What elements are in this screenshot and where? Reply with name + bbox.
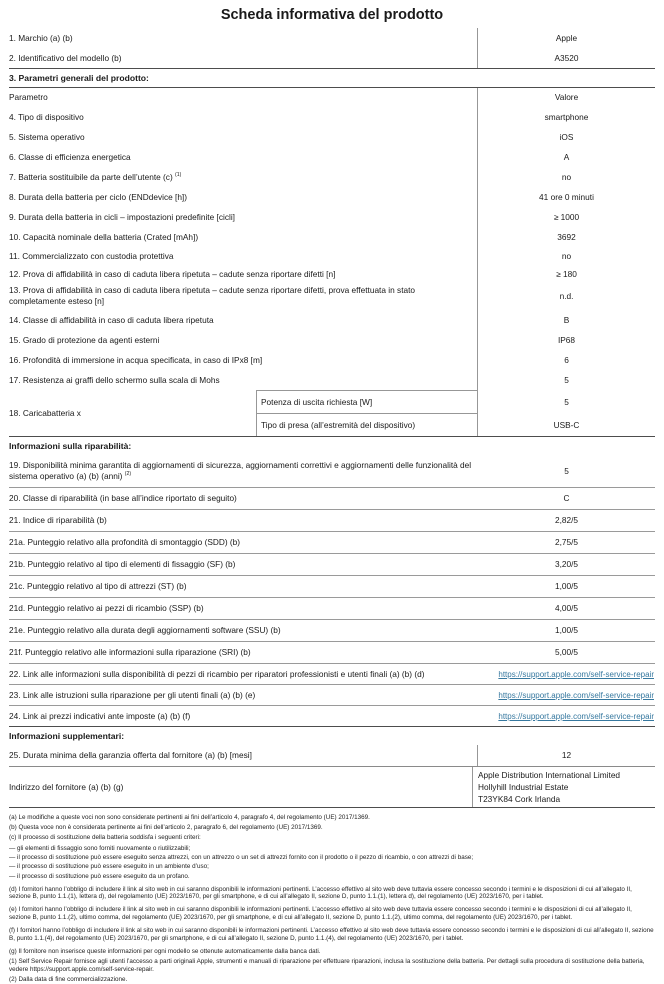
row-label: 25. Durata minima della garanzia offerta dal fornitore (a) (b) [mesi]: [9, 750, 252, 761]
row-value: 5: [564, 465, 569, 476]
row-durata-batteria-cicli: [9, 207, 655, 227]
footnote-a: (a) Le modifiche a queste voci non sono considerate pertinenti ai fini dell’articolo 4, paragrafo 4, del regolamento (UE) 2017/1369.: [9, 813, 370, 821]
row-label: 21. Indice di riparabilità (b): [9, 515, 107, 526]
row-value: ≥ 180: [477, 266, 655, 282]
row-label: Indirizzo del fornitore (a) (b) (g): [9, 781, 124, 792]
row-classe-efficienza-energetica: [9, 147, 655, 167]
row-label: 19. Disponibilità minima garantita di aggiornamenti di sicurezza, aggiornamenti correttivi e aggiornamenti delle funzionalità del sistema operativo (a) (b) (anni) $^{(2)}$: [9, 460, 472, 481]
row-punteggio-ricambio: [9, 598, 655, 620]
row-value: iOS: [477, 127, 655, 147]
footnote-g: (g) Il fornitore non inserisce queste informazioni per ogni modello se ottenute automaticamente dalla banca dati.: [9, 947, 321, 955]
row-sistema-operativo: [9, 127, 655, 147]
row-label: 18. Caricabatteria x: [9, 407, 81, 418]
charger-subtable: [256, 390, 477, 436]
page-title: Scheda informativa del prodotto: [220, 7, 444, 23]
row-label: 21b. Punteggio relativo al tipo di elementi di fissaggio (SF) (b): [9, 559, 236, 570]
footnote-f: (f) I fornitori hanno l’obbligo di includere il link al sito web in cui saranno disponibili le informazioni pertinenti. L’accesso effettivo al sito web deve tuttavia essere concesso secondo i termini e le disposizioni di cui all’allegato II, sezione B, punto 1.1.(4), del regolamento (UE) 2023/1670, per gli smartphone, e di cui all’allegato II, sezione D, punto 1.1.(4), del regolamento (UE) 2023/1670, per i tablet.: [9, 927, 654, 942]
row-value: [454, 706, 655, 726]
row-value: USB-C: [553, 419, 580, 430]
row-label: 5. Sistema operativo: [9, 131, 85, 142]
row-value: n.d.: [477, 282, 655, 310]
row-punteggio-informazioni-riparazione: [9, 642, 655, 664]
row-value: ≥ 1000: [477, 207, 655, 227]
row-label: 11. Commercializzato con custodia protettiva: [9, 251, 174, 262]
self-service-repair-link[interactable]: https://support.apple.com/self-service-repair: [498, 669, 654, 679]
row-label: 9. Durata della batteria in cicli – impostazioni predefinite [cicli]: [9, 211, 235, 222]
row-profondita-immersione: [9, 350, 655, 370]
row-value: 5: [477, 370, 655, 390]
row-label: 23. Link alle istruzioni sulla riparazione per gli utenti finali (a) (b) (e): [9, 689, 256, 700]
row-value: [454, 664, 655, 684]
self-service-repair-link[interactable]: https://support.apple.com/self-service-repair: [498, 711, 654, 721]
row-label: 21a. Punteggio relativo alla profondità di smontaggio (SDD) (b): [9, 537, 241, 548]
row-classe-affidabilita-caduta: [9, 310, 655, 330]
row-resistenza-graffi: [9, 370, 655, 390]
footnote-c-item: — il processo di sostituzione può essere eseguito in un ambiente d’uso;: [9, 863, 209, 871]
footnote-1: (1) Self Service Repair fornisce agli utenti l’accesso a parti originali Apple, strumenti e manuali di riparazione per effettuare riparazioni, inclusa la sostituzione della batteria. Per dettagli sulla procedura di sostituzione della batteria, vedere https://support.apple.com/self-service-repair.: [9, 958, 645, 973]
supplier-address: [472, 767, 655, 807]
column-header-parametro: Parametro: [9, 92, 48, 103]
row-indirizzo-fornitore: [9, 766, 655, 808]
row-value: no: [477, 247, 655, 266]
row-label: 2. Identificativo del modello (b): [9, 52, 122, 63]
self-service-repair-link[interactable]: https://support.apple.com/self-service-repair: [498, 690, 654, 700]
footnote-ref: (2): [124, 471, 132, 478]
footnote-c-item: — il processo di sostituzione può essere eseguito senza attrezzi, con un attrezzo o un set di attrezzi fornito con il prodotto o il pezzo di ricambio, o con attrezzi di base;: [9, 853, 474, 861]
row-value: 41 ore 0 minuti: [477, 187, 655, 207]
row-label: 21f. Punteggio relativo alle informazioni sulla riparazione (SRI) (b): [9, 647, 251, 658]
row-caduta-libera-esteso: [9, 282, 655, 310]
row-value: 12: [477, 745, 655, 766]
address-line: Apple Distribution International Limited: [478, 770, 621, 780]
identity-table: [9, 28, 655, 68]
row-value: A: [477, 147, 655, 167]
row-punteggio-aggiornamenti-software: [9, 620, 655, 642]
row-value: 4,00/5: [554, 603, 579, 614]
footnote-2: (2) Dalla data di fine commercializzazione.: [9, 976, 128, 984]
row-value: [454, 685, 655, 705]
section-header-supplementary: Informazioni supplementari:: [9, 726, 655, 745]
row-caduta-libera-difetti: [9, 266, 655, 282]
repairability-table: [9, 455, 655, 726]
row-label: 8. Durata della batteria per ciclo (ENDdevice [h]): [9, 191, 188, 202]
row-link-pezzi-ricambio: [9, 664, 655, 685]
supplementary-table: [9, 745, 655, 808]
row-caricabatteria: [9, 390, 655, 436]
row-label: 17. Resistenza ai graffi dello schermo sulla scala di Mohs: [9, 374, 220, 385]
footnote-c-item: — il processo di sostituzione può essere eseguito da un profano.: [9, 872, 190, 880]
footnotes: [9, 808, 655, 984]
address-line: Hollyhill Industrial Estate: [478, 782, 569, 793]
row-label: 16. Profondità di immersione in acqua specificata, in caso di IPx8 [m]: [9, 354, 263, 365]
row-link-prezzi: [9, 706, 655, 726]
row-aggiornamenti-garantiti: [9, 455, 655, 488]
row-label: 22. Link alle informazioni sulla disponibilità di pezzi di ricambio per riparatori professionisti e utenti finali (a) (b) (d): [9, 668, 425, 679]
row-label: 4. Tipo di dispositivo: [9, 111, 84, 122]
row-label: 24. Link ai prezzi indicativi ante imposte (a) (b) (f): [9, 710, 191, 721]
footnote-b: (b) Questa voce non è considerata pertinente ai fini dell’articolo 2, paragrafo 6, del regolamento (UE) 2017/1369.: [9, 823, 323, 831]
footnote-e: (e) I fornitori hanno l’obbligo di includere il link al sito web in cui saranno disponibili le informazioni pertinenti. L’accesso effettivo al sito web deve tuttavia essere concesso secondo i termini e le disposizioni di cui all’allegato II, sezione B, punto 1.1.(2), ultimo comma, del regolamento (UE) 2023/1670, per gli smartphone, e di cui all’allegato II, sezione D, punto 1.1.(2), ultimo comma, del regolamento (UE) 2023/1670, per i tablet.: [9, 906, 632, 922]
row-label: 7. Batteria sostituibile da parte dell’utente (c) $^{(1)}$: [9, 171, 182, 182]
row-label: 13. Prova di affidabilità in caso di caduta libera ripetuta – cadute senza riportare difetti, prova effettuata in stato completamente esteso [n]: [9, 285, 416, 306]
row-classe-riparabilita: [9, 488, 655, 510]
column-header-row: [9, 88, 655, 107]
row-link-istruzioni-riparazione: [9, 685, 655, 706]
row-value: 1,00/5: [554, 625, 579, 636]
charger-values: [477, 390, 655, 436]
row-value: Apple: [477, 28, 655, 48]
row-label: 10. Capacità nominale della batteria (Crated [mAh]): [9, 231, 199, 242]
row-value: 3,20/5: [554, 559, 579, 570]
row-indice-riparabilita: [9, 510, 655, 532]
row-value: 1,00/5: [554, 581, 579, 592]
row-value: C: [563, 493, 570, 504]
column-header-valore: Valore: [477, 88, 655, 107]
address-line: T23YK84 Cork Irlanda: [478, 794, 561, 805]
row-commercializzato-custodia: [9, 247, 655, 266]
row-value: 2,75/5: [554, 537, 579, 548]
row-label: 21c. Punteggio relativo al tipo di attrezzi (ST) (b): [9, 581, 187, 592]
row-label: 20. Classe di riparabilità (in base all’indice riportato di seguito): [9, 493, 237, 504]
row-value: IP68: [477, 330, 655, 350]
row-durata-batteria-ciclo: [9, 187, 655, 207]
row-value: 2,82/5: [554, 515, 579, 526]
section-header-general: 3. Parametri generali del prodotto:: [9, 68, 655, 88]
footnote-d: (d) I fornitori hanno l’obbligo di includere il link al sito web in cui saranno disponibili le informazioni pertinenti. L’accesso effettivo al sito web deve tuttavia essere concesso secondo i termini e le disposizioni di cui all’allegato II, sezione B, punto 1.1.(1), lettera d), del regolamento (UE) 2023/1670, per gli smartphone, e di cui all’allegato II, sezione D, punto 1.1.(1), lettera d), del regolamento (UE) 2023/1670, per i tablet.: [9, 885, 632, 901]
row-marchio: [9, 28, 655, 48]
row-value: 5,00/5: [554, 647, 579, 658]
footnote-c-item: — gli elementi di fissaggio sono forniti nuovamente o riutilizzabili;: [9, 844, 191, 852]
row-label: 6. Classe di efficienza energetica: [9, 151, 131, 162]
row-punteggio-smontaggio: [9, 532, 655, 554]
footnote-c: (c) Il processo di sostituzione della batteria soddisfa i seguenti criteri:: [9, 834, 201, 842]
subrow-potenza-uscita: Potenza di uscita richiesta [W]: [257, 391, 477, 414]
row-value: A3520: [477, 48, 655, 68]
row-label: 21d. Punteggio relativo ai pezzi di ricambio (SSP) (b): [9, 603, 204, 614]
row-label: 12. Prova di affidabilità in caso di caduta libera ripetuta – cadute senza riportare difetti [n]: [9, 268, 336, 279]
subrow-tipo-presa: Tipo di presa (all’estremità del dispositivo): [261, 420, 416, 430]
row-value: 5: [564, 396, 569, 407]
general-table: [9, 88, 655, 436]
footnote-ref: (1): [175, 171, 182, 178]
row-identificativo-modello: [9, 48, 655, 68]
row-label: 21e. Punteggio relativo alla durata degli aggiornamenti software (SSU) (b): [9, 625, 281, 636]
row-tipo-dispositivo: [9, 107, 655, 127]
row-garanzia: [9, 745, 655, 766]
row-value: smartphone: [477, 107, 655, 127]
row-label: 14. Classe di affidabilità in caso di caduta libera ripetuta: [9, 314, 214, 325]
section-header-repairability: Informazioni sulla riparabilità:: [9, 436, 655, 455]
row-label: 1. Marchio (a) (b): [9, 32, 73, 43]
row-grado-protezione: [9, 330, 655, 350]
row-punteggio-fissaggio: [9, 554, 655, 576]
row-value: no: [477, 167, 655, 187]
row-batteria-sostituibile: [9, 167, 655, 187]
row-punteggio-attrezzi: [9, 576, 655, 598]
row-value: 3692: [477, 227, 655, 247]
row-label: 15. Grado di protezione da agenti esterni: [9, 334, 160, 345]
row-capacita-nominale-batteria: [9, 227, 655, 247]
row-value: 6: [477, 350, 655, 370]
row-value: B: [477, 310, 655, 330]
